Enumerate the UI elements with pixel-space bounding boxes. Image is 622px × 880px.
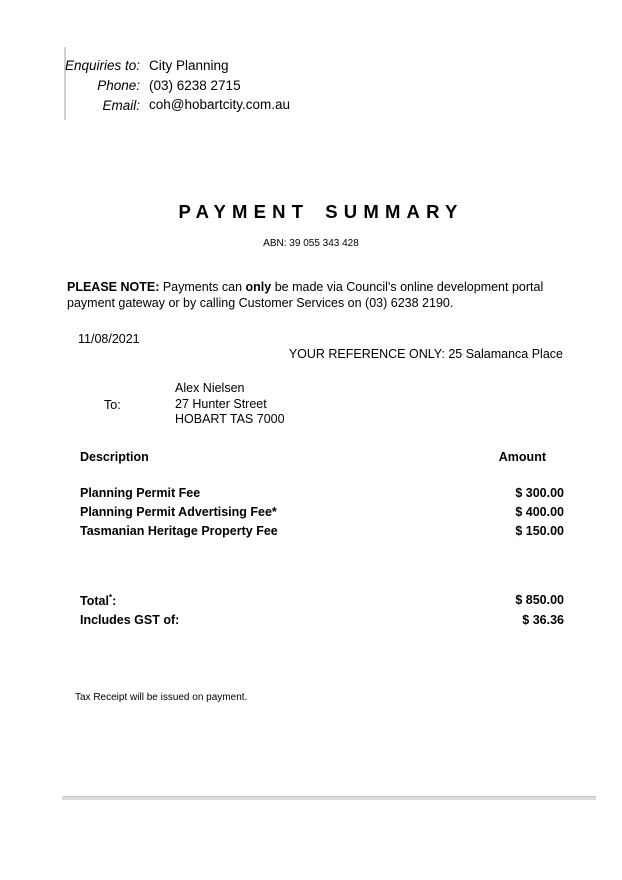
receipt-note: Tax Receipt will be issued on payment. [75, 692, 248, 703]
phone-value: (03) 6238 2715 [149, 78, 241, 93]
line-item-amount: $ 300.00 [515, 486, 564, 500]
total-marker: * [108, 592, 113, 602]
title-word-payment: PAYMENT [178, 201, 310, 222]
line-item-description: Tasmanian Heritage Property Fee [80, 524, 278, 538]
enquiries-value: City Planning [149, 58, 229, 73]
abn-number: ABN: 39 055 343 428 [263, 238, 359, 249]
note-part2: be made via Council's online development portal payment gateway or by calling Customer Services on (03) 6238 2190. [67, 280, 544, 310]
line-item-amount: $ 150.00 [515, 524, 564, 538]
line-item-description: Planning Permit Fee [80, 486, 201, 500]
title-word-summary: SUMMARY [325, 201, 464, 222]
amount-header: Amount [498, 450, 546, 464]
recipient-name: Alex Nielsen [175, 381, 245, 395]
recipient-city: HOBART TAS 7000 [175, 412, 285, 426]
phone-label: Phone: [97, 78, 140, 93]
total-amount: $ 850.00 [515, 593, 564, 607]
email-value: coh@hobartcity.com.au [149, 97, 291, 112]
enquiries-label: Enquiries to: [64, 58, 140, 73]
recipient-street: 27 Hunter Street [175, 397, 267, 411]
line-item-amount: $ 400.00 [515, 505, 564, 519]
total-label-text: Total [80, 594, 109, 608]
note-part1: Payments can [159, 280, 246, 294]
total-label [80, 594, 116, 608]
reference-line: YOUR REFERENCE ONLY: 25 Salamanca Place [288, 347, 563, 361]
footer-divider [62, 796, 596, 800]
payment-note [67, 279, 567, 311]
note-lead: PLEASE NOTE: [67, 280, 160, 294]
page-title [0, 201, 622, 223]
issue-date: 11/08/2021 [78, 332, 140, 346]
line-item-description: Planning Permit Advertising Fee* [80, 505, 277, 519]
description-header: Description [80, 450, 149, 464]
email-label: Email: [102, 98, 140, 113]
to-label: To: [104, 398, 121, 412]
total-colon: : [112, 594, 117, 608]
gst-label: Includes GST of: [80, 613, 180, 627]
note-emphasis: only [245, 280, 272, 294]
gst-amount: $ 36.36 [522, 613, 564, 627]
